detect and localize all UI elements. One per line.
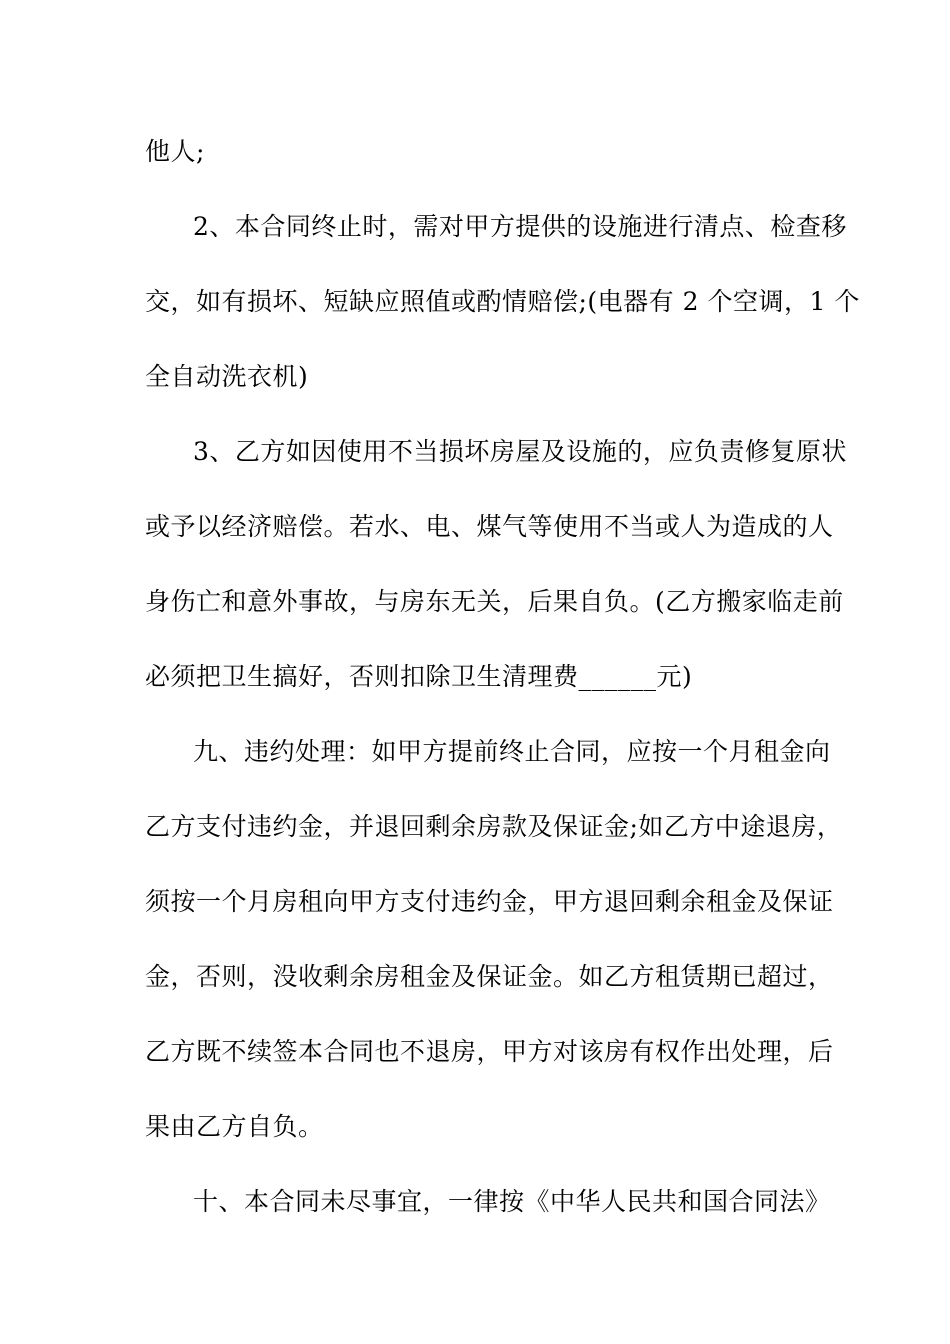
text-line: 必须把卫生搞好，否则扣除卫生清理费______元) xyxy=(145,662,693,691)
text-line: 金，否则，没收剩余房租金及保证金。如乙方租赁期已超过， xyxy=(145,962,834,991)
text-line: 乙方支付违约金，并退回剩余房款及保证金;如乙方中途退房， xyxy=(145,812,843,841)
paragraph-clause-2-line: 2、本合同终止时，需对甲方提供的设施进行清点、检查移 xyxy=(193,212,847,241)
text-line: 果由乙方自负。 xyxy=(145,1112,324,1141)
paragraph-clause-3-line: 3、乙方如因使用不当损坏房屋及设施的，应负责修复原状 xyxy=(193,437,847,466)
paragraph-section-10-line: 十、本合同未尽事宜，一律按《中华人民共和国合同法》 xyxy=(193,1187,831,1216)
text-line: 交，如有损坏、短缺应照值或酌情赔偿;(电器有 2 个空调，1 个 xyxy=(145,287,860,316)
text-line: 须按一个月房租向甲方支付违约金，甲方退回剩余租金及保证 xyxy=(145,887,834,916)
paragraph-section-9-line: 九、违约处理：如甲方提前终止合同，应按一个月租金向 xyxy=(193,737,831,766)
text-line: 全自动洗衣机) xyxy=(145,362,309,391)
text-line: 乙方既不续签本合同也不退房，甲方对该房有权作出处理，后 xyxy=(145,1037,834,1066)
text-line: 身伤亡和意外事故，与房东无关，后果自负。(乙方搬家临走前 xyxy=(145,587,844,616)
text-line: 他人; xyxy=(145,137,205,166)
text-line: 或予以经济赔偿。若水、电、煤气等使用不当或人为造成的人 xyxy=(145,512,834,541)
